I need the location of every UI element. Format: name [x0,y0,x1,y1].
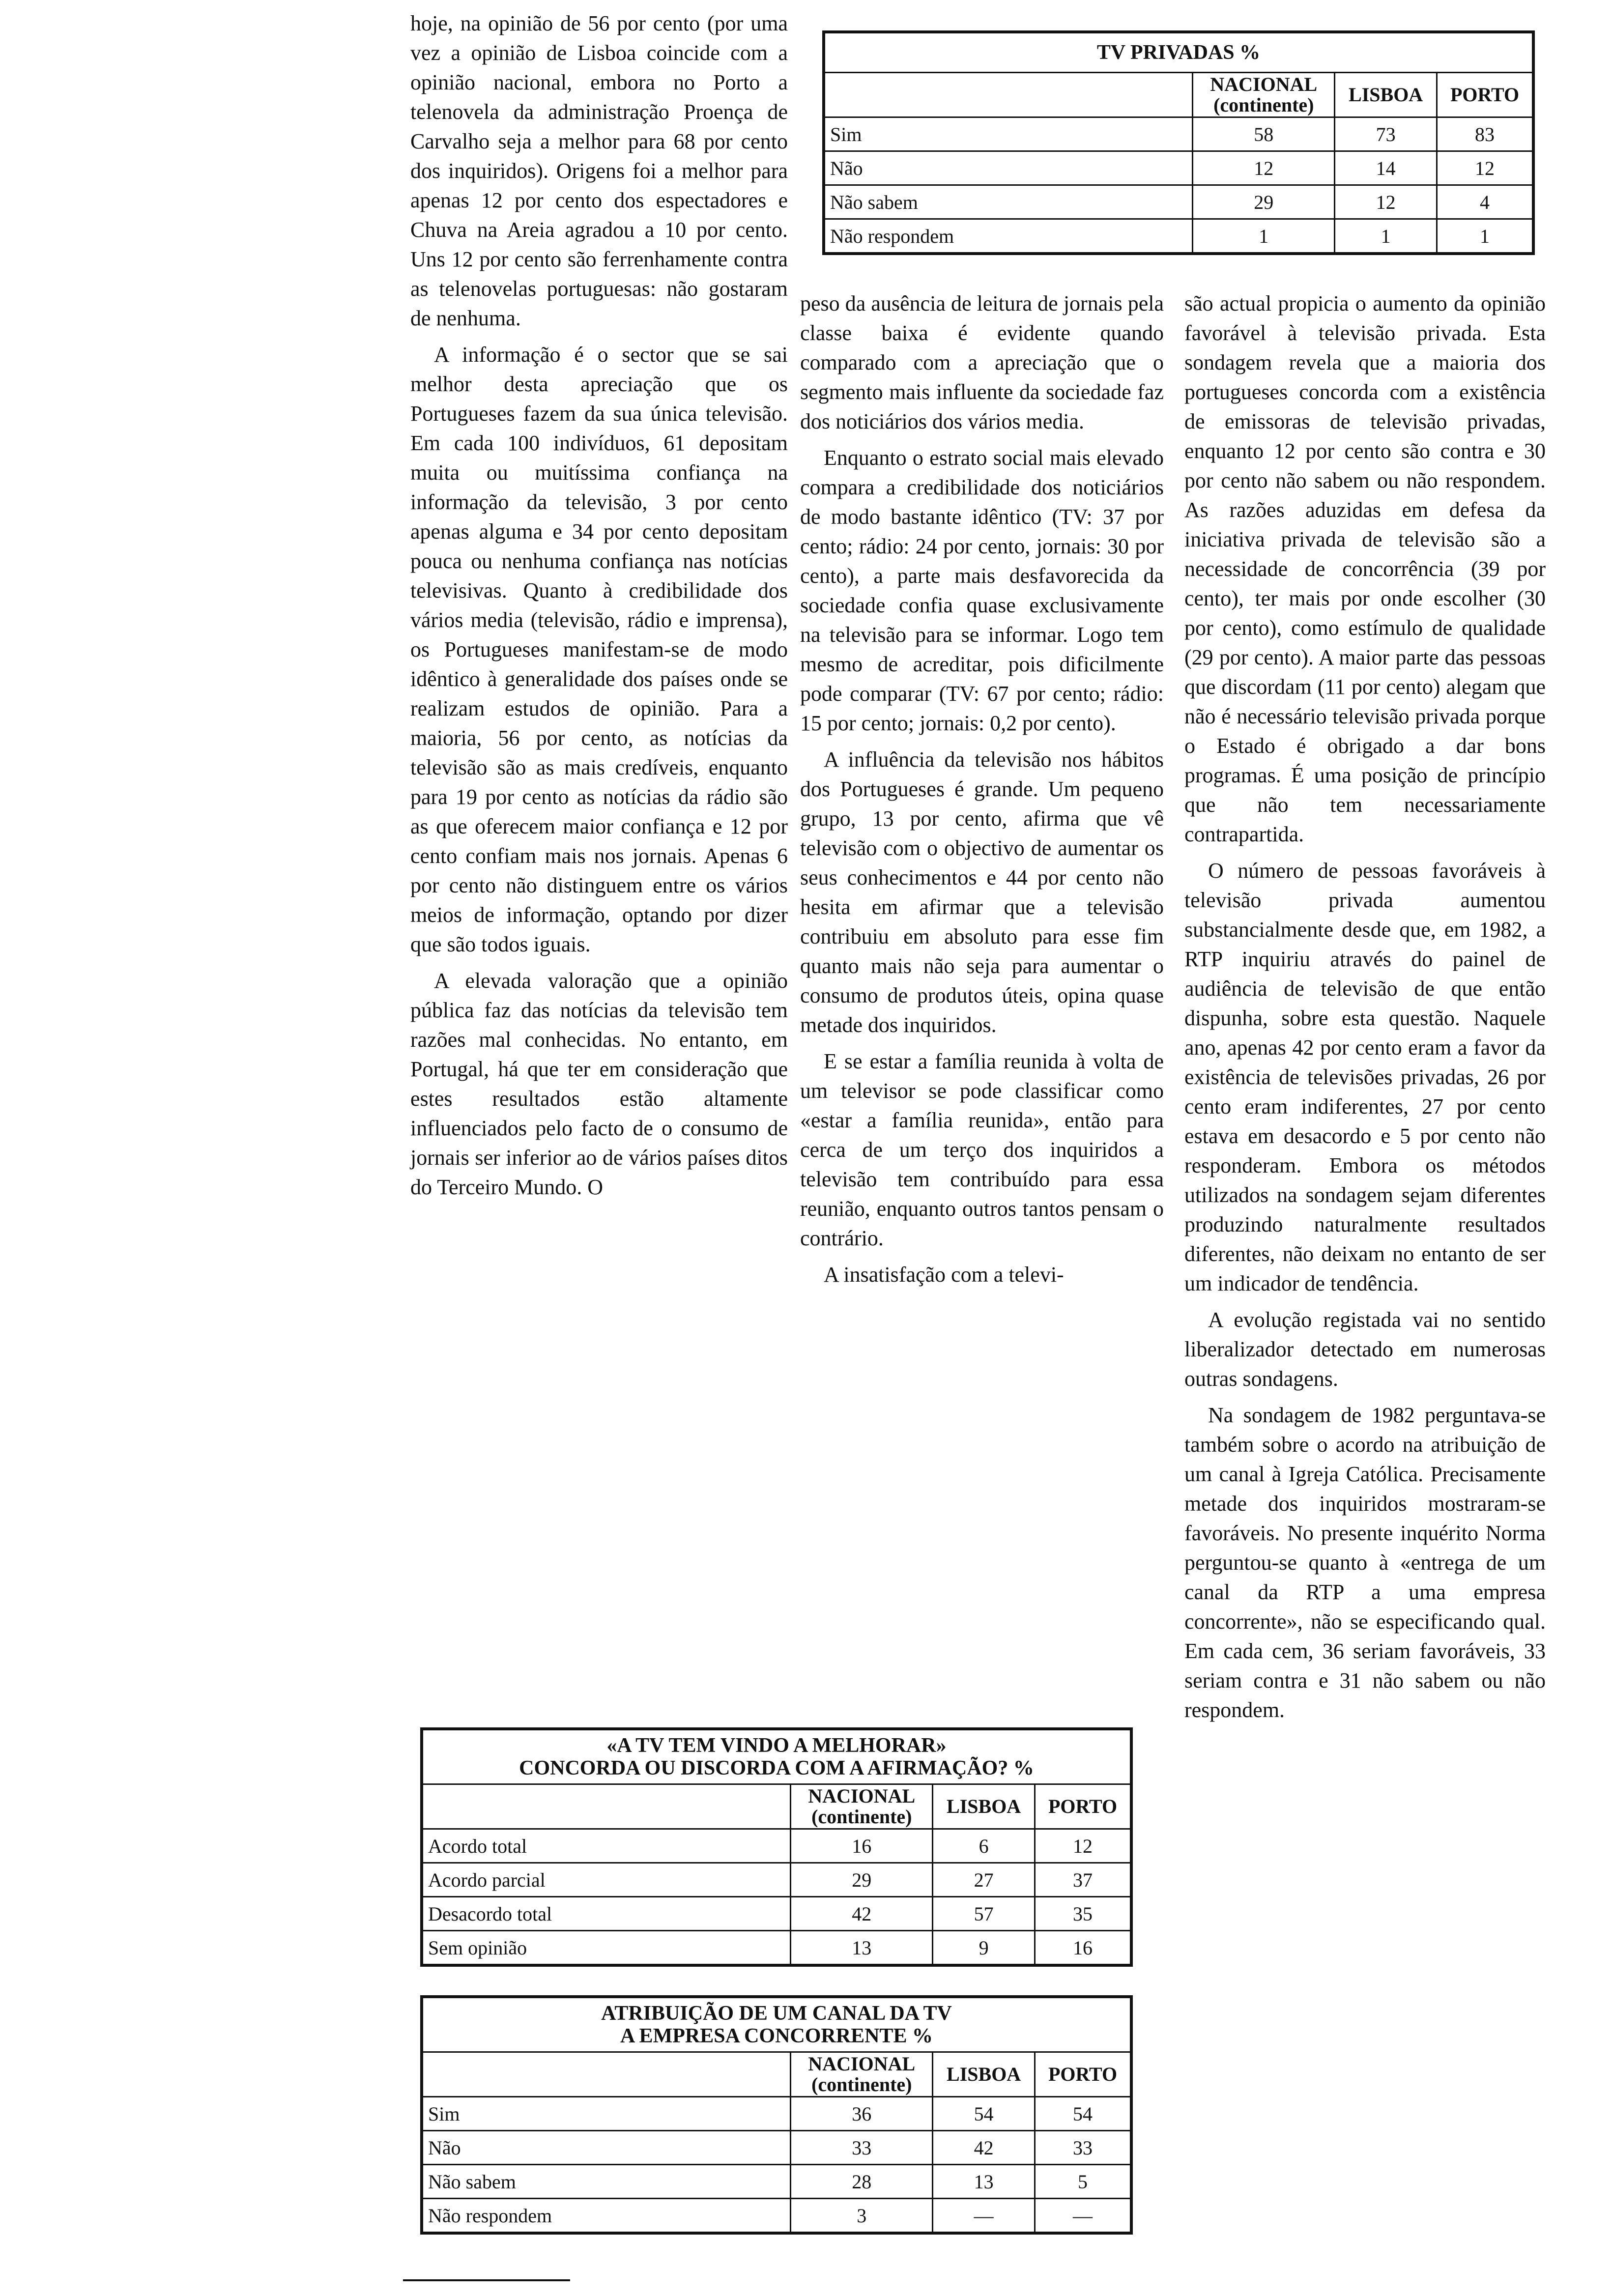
table-row [422,1897,1131,1931]
table-row [422,2131,1131,2165]
table-title-line-1: «A TV TEM VINDO A MELHORAR» [606,1734,947,1757]
cell-lisboa: 14 [1335,151,1437,185]
cell-porto: 12 [1035,1829,1131,1863]
cell-nacional: 29 [1193,185,1335,219]
article-column-2 [800,289,1164,1739]
row-label: Não respondem [824,219,1193,254]
cell-lisboa: 73 [1335,117,1437,151]
table-title [422,1729,1131,1784]
row-label: Não [422,2131,791,2165]
paragraph: A influência da televisão nos hábitos dos Portugueses é grande. Um pequeno grupo, 13 por cento, afirma que vê televisão com o objectivo de aumentar os seus conhecimentos e 44 por cento não hesita em afirmar que a televisão contribuiu em absoluto para esse fim quanto mais não seja para aumentar o consumo de produtos úteis, opina quase metade dos inquiridos. [800,747,1164,1037]
column-header-nacional: NACIONAL (continente) [791,2052,933,2097]
tv-melhorar-table [420,1727,1133,1967]
table-row [422,2199,1131,2234]
table-header-blank [422,1784,791,1829]
cell-nacional: 58 [1193,117,1335,151]
row-label: Não respondem [422,2199,791,2234]
row-label: Sem opinião [422,1931,791,1966]
paragraph: A elevada valoração que a opinião pública faz das notícias da televisão tem razões mal conhecidas. No entanto, em Portugal, há que ter em consideração que estes resultados estão altamente influenciados pelo facto de o consumo de jornais ser inferior ao de vários países ditos do Terceiro Mundo. O [410,969,788,1199]
cell-nacional: 33 [791,2131,933,2165]
paragraph: Na sondagem de 1982 perguntava-se também sobre o acordo na atribuição de um canal à Igreja Católica. Precisamente metade dos inquiridos mostraram-se favoráveis. No presente inquérito Norma perguntou-se quanto à «entrega de um canal da RTP a uma empresa concorrente», não se especificando qual. Em cada cem, 36 seriam favoráveis, 33 seriam contra e 31 não sabem ou não respondem. [1184,1403,1546,1722]
column-header-lisboa: LISBOA [933,2052,1035,2097]
cell-porto: 5 [1035,2165,1131,2199]
row-label: Acordo total [422,1829,791,1863]
table-row [422,1931,1131,1966]
paragraph: O número de pessoas favoráveis à televisão privada aumentou substancialmente desde que, em 1982, a RTP inquiriu através do painel de audiência de televisão de que então dispunha, sobre esta questão. Naquele ano, apenas 42 por cento eram a favor da existência de televisões privadas, 26 por cento eram indiferentes, 27 por cento estava em desacordo e 5 por cento não responderam. Embora os métodos utilizados na sondagem sejam diferentes produzindo naturalmente resultados diferentes, não deixam no entanto de ser um indicador de tendência. [1184,859,1546,1295]
row-label: Sim [422,2097,791,2131]
cell-nacional: 13 [791,1931,933,1966]
cell-lisboa: 13 [933,2165,1035,2199]
cell-nacional: 36 [791,2097,933,2131]
row-label: Sim [824,117,1193,151]
paragraph: A evolução registada vai no sentido liberalizador detectado em numerosas outras sondagens. [1184,1308,1546,1391]
table-title-line-2: A EMPRESA CONCORRENTE % [620,2025,933,2047]
table-row [422,2165,1131,2199]
cell-porto: 1 [1437,219,1533,254]
row-label: Não [824,151,1193,185]
cell-porto: 37 [1035,1863,1131,1897]
table-row [824,117,1533,151]
cell-nacional: 28 [791,2165,933,2199]
table-title-line-1: ATRIBUIÇÃO DE UM CANAL DA TV [601,2002,952,2025]
cell-lisboa: 1 [1335,219,1437,254]
column-header-lisboa: LISBOA [933,1784,1035,1829]
paragraph: A informação é o sector que se sai melhor desta apreciação que os Portugueses fazem da sua única televisão. Em cada 100 indivíduos, 61 depositam muita ou muitíssima confiança na informação da televisão, 3 por cento apenas alguma e 34 por cento depositam pouca ou nenhuma confiança nas notícias televisivas. Quanto à credibilidade dos vários media (televisão, rádio e imprensa), os Portugueses manifestam-se de modo idêntico à generalidade dos países onde se realizam estudos de opinião. Para a maioria, 56 por cento, as notícias da televisão são as mais credíveis, enquanto para 19 por cento as notícias da rádio são as que oferecem maior confiança e 12 por cento confiam mais nos jornais. Apenas 6 por cento não distinguem entre os vários meios de informação, optando por dizer que são todos iguais. [410,343,788,956]
cell-nacional: 29 [791,1863,933,1897]
column-header-porto: PORTO [1437,73,1533,117]
table-row [824,151,1533,185]
cell-nacional: 12 [1193,151,1335,185]
cell-porto: 4 [1437,185,1533,219]
table-row [824,219,1533,254]
cell-porto: — [1035,2199,1131,2234]
cell-lisboa: 12 [1335,185,1437,219]
cell-porto: 12 [1437,151,1533,185]
cell-lisboa: 54 [933,2097,1035,2131]
paragraph: Enquanto o estrato social mais elevado compara a credibilidade dos noticiários de modo bastante idêntico (TV: 37 por cento; rádio: 24 por cento, jornais: 30 por cento), a parte mais desfavorecida da sociedade confia quase exclusivamente na televisão para se informar. Logo tem mesmo de acreditar, pois dificilmente pode comparar (TV: 67 por cento; rádio: 15 por cento; jornais: 0,2 por cento). [800,446,1164,735]
cell-nacional: 16 [791,1829,933,1863]
paragraph: peso da ausência de leitura de jornais pela classe baixa é evidente quando comparado com a apreciação que o segmento mais influente da sociedade faz dos noticiários dos vários media. [800,291,1164,433]
cell-lisboa: — [933,2199,1035,2234]
canal-empresa-table [420,1995,1133,2235]
table-title: TV PRIVADAS % [824,32,1533,73]
cell-lisboa: 9 [933,1931,1035,1966]
table-row [422,1829,1131,1863]
cell-lisboa: 42 [933,2131,1035,2165]
paragraph: A insatisfação com a televi- [824,1263,1064,1287]
article-column-1 [410,9,788,1680]
table-header-blank [422,2052,791,2097]
cell-porto: 83 [1437,117,1533,151]
cell-porto: 16 [1035,1931,1131,1966]
row-label: Desacordo total [422,1897,791,1931]
cell-nacional: 1 [1193,219,1335,254]
cell-nacional: 3 [791,2199,933,2234]
column-header-nacional: NACIONAL (continente) [791,1784,933,1829]
cell-nacional: 42 [791,1897,933,1931]
column-header-porto: PORTO [1035,1784,1131,1829]
column-header-porto: PORTO [1035,2052,1131,2097]
cell-porto: 35 [1035,1897,1131,1931]
table-row [422,2097,1131,2131]
cell-porto: 33 [1035,2131,1131,2165]
column-header-lisboa: LISBOA [1335,73,1437,117]
cell-porto: 54 [1035,2097,1131,2131]
table-row [422,1863,1131,1897]
table-title [422,1997,1131,2052]
column-header-nacional: NACIONAL (continente) [1193,73,1335,117]
cell-lisboa: 27 [933,1863,1035,1897]
cell-lisboa: 57 [933,1897,1035,1931]
paragraph: E se estar a família reunida à volta de um televisor se pode classificar como «estar a família reunida», então para cerca de um terço dos inquiridos a televisão tem contribuído para essa reunião, enquanto outros tantos pensam o contrário. [800,1049,1164,1250]
table-header-blank [824,73,1193,117]
row-label: Acordo parcial [422,1863,791,1897]
paragraph: são actual propicia o aumento da opinião favorável à televisão privada. Esta sondagem revela que a maioria dos portugueses concorda com a existência de emissoras de televisão privadas, enquanto 12 por cento são contra e 30 por cento não sabem ou não respondem. As razões aduzidas em defesa da iniciativa privada de televisão são a necessidade de concorrência (39 por cento), ter mais por onde escolher (30 por cento), como estímulo de qualidade (29 por cento). A maior parte das pessoas que discordam (11 por cento) alegam que não é necessário televisão privada porque o Estado é obrigado a dar bons programas. É uma posição de princípio que não tem necessariamente contrapartida. [1184,291,1546,846]
article-column-3 [1184,289,1546,2255]
table-row [824,185,1533,219]
divider [403,2279,570,2281]
cell-lisboa: 6 [933,1829,1035,1863]
tv-privadas-table [822,30,1535,255]
paragraph: hoje, na opinião de 56 por cento (por uma vez a opinião de Lisboa coincide com a opinião nacional, embora no Porto a telenovela da administração Proença de Carvalho seja a melhor para 68 por cento dos inquiridos). Origens foi a melhor para apenas 12 por cento dos espectadores e Chuva na Areia agradou a 10 por cento. Uns 12 por cento são ferrenhamente contra as telenovelas portuguesas: não gostaram de nenhuma. [410,11,788,330]
row-label: Não sabem [824,185,1193,219]
table-title-line-2: CONCORDA OU DISCORDA COM A AFIRMAÇÃO? % [519,1757,1034,1779]
row-label: Não sabem [422,2165,791,2199]
